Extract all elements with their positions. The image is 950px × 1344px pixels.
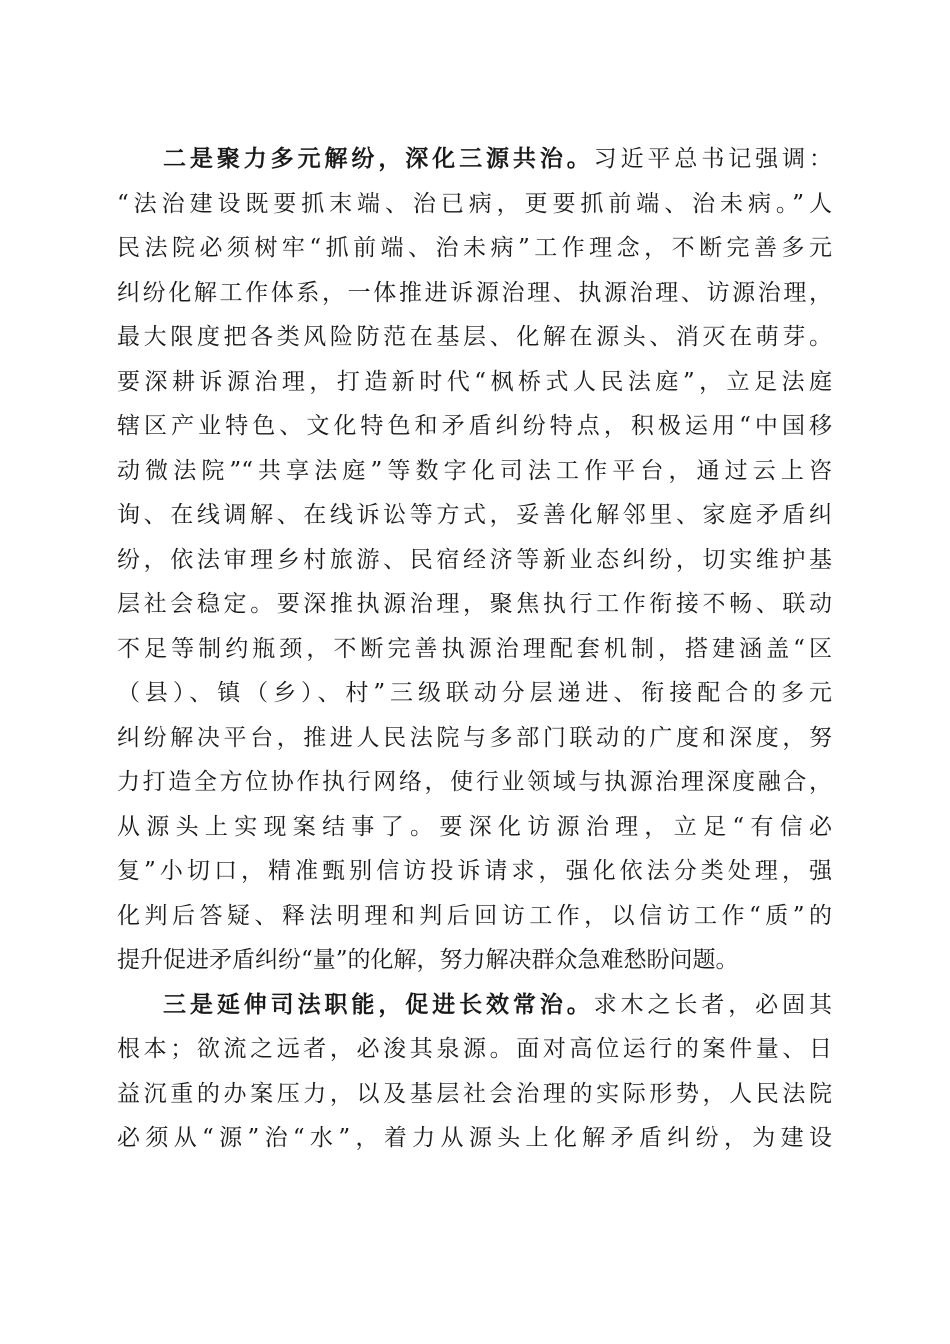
text-line: 根本；欲流之远者，必浚其泉源。面对高位运行的案件量、日 [117,1036,832,1062]
text-line: 化判后答疑、释法明理和判后回访工作，以信访工作“质”的 [117,902,832,929]
text-line: 不足等制约瓶颈，不断完善执源治理配套机制，搭建涵盖“区 [117,635,832,662]
text-line: 必须从“源”治“水”，着力从源头上化解矛盾纠纷，为建设 [117,1125,832,1151]
text-line: 动微法院”“共享法庭”等数字化司法工作平台，通过云上咨 [117,457,832,484]
text-line: 纠纷化解工作体系，一体推进诉源治理、执源治理、访源治理， [117,279,832,306]
body-text [117,137,832,1161]
paragraph-1-lead: 二是聚力多元解纷，深化三源共治。 [163,145,594,172]
paragraph-2-text: 求木之长者，必固其 [593,991,833,1018]
text-line: 纠纷解决平台，推进人民法院与多部门联动的广度和深度，努 [117,724,832,751]
text-line: （县）、镇（乡）、村”三级联动分层递进、衔接配合的多元 [117,680,832,706]
text-line: “法治建设既要抓末端、治已病，更要抓前端、治未病。”人 [117,190,832,217]
paragraph-2-line-1 [117,983,832,1028]
text-line: 复”小切口，精准甄别信访投诉请求，强化依法分类处理，强 [117,858,832,884]
text-line: 从源头上实现案结事了。要深化访源治理，立足“有信必 [117,813,832,840]
text-line: 力打造全方位协作执行网络，使行业领域与执源治理深度融合， [117,769,832,795]
paragraph-2-lead: 三是延伸司法职能，促进长效常治。 [163,990,594,1018]
text-line: 辖区产业特色、文化特色和矛盾纠纷特点，积极运用“中国移 [117,413,832,439]
paragraph-1-text: 习近平总书记强调： [593,146,833,172]
text-line: 要深耕诉源治理，打造新时代“枫桥式人民法庭”，立足法庭 [117,368,832,395]
text-line: 询、在线调解、在线诉讼等方式，妥善化解邻里、家庭矛盾纠 [117,502,832,528]
text-line: 纷，依法审理乡村旅游、民宿经济等新业态纠纷，切实维护基 [117,546,832,573]
text-line: 提升促进矛盾纠纷“量”的化解，努力解决群众急难愁盼问题。 [117,947,739,973]
text-line: 层社会稳定。要深推执源治理，聚焦执行工作衔接不畅、联动 [117,591,832,617]
text-line: 民法院必须树牢“抓前端、治未病”工作理念，不断完善多元 [117,235,832,261]
paragraph-1-line-1 [117,137,832,182]
text-line: 益沉重的办案压力，以及基层社会治理的实际形势，人民法院 [117,1080,832,1107]
text-line: 最大限度把各类风险防范在基层、化解在源头、消灭在萌芽。 [117,324,832,350]
